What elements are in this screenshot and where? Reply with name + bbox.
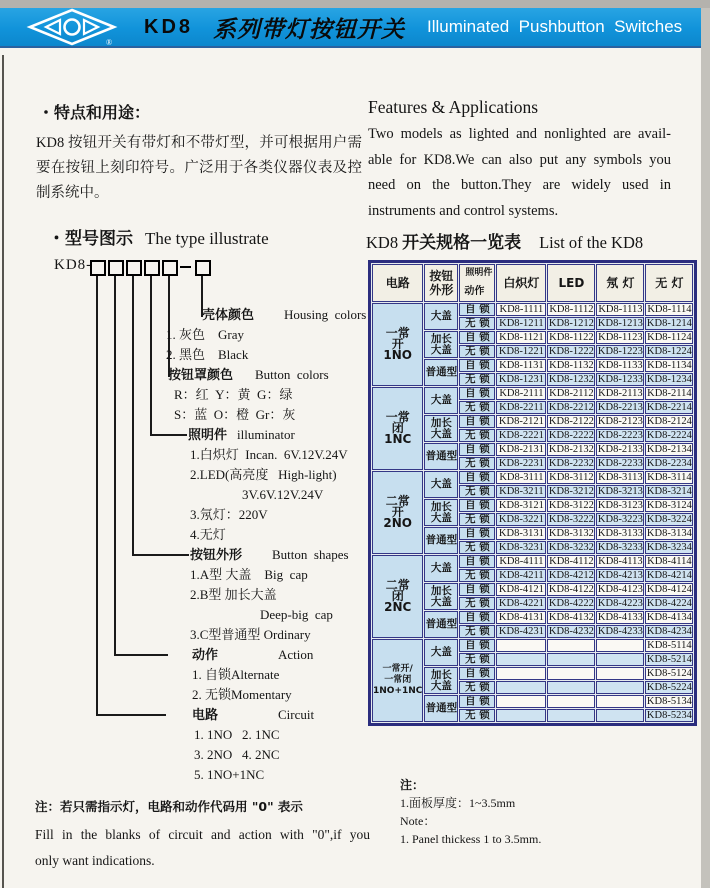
features-en-line: able for KD8.We can also put any symbols you bbox=[368, 151, 671, 168]
button-shape-cell: 普通型 bbox=[424, 611, 458, 638]
model-cell: KD8-4122 bbox=[548, 584, 594, 595]
action-cell: 无 锁 bbox=[459, 653, 495, 666]
features-heading-en: Features & Applications bbox=[368, 97, 539, 117]
connector-elbow bbox=[96, 714, 166, 716]
action-cell: 自 锁 bbox=[459, 471, 495, 484]
model-cell bbox=[596, 709, 644, 722]
table-row bbox=[372, 471, 693, 484]
model-cell: KD8-3111 bbox=[496, 471, 546, 484]
col-header-shape: 按钮 外形 bbox=[424, 264, 458, 302]
legend-item: 4.无灯 bbox=[190, 527, 226, 542]
model-cell: KD8-3122 bbox=[548, 500, 594, 511]
model-cell: KD8-2134 bbox=[646, 444, 692, 455]
connector-line bbox=[96, 276, 98, 716]
features-heading-cn: ・特点和用途： bbox=[38, 103, 151, 122]
model-cell bbox=[547, 667, 595, 680]
model-cell: KD8-4233 bbox=[597, 626, 643, 637]
model-cell bbox=[596, 639, 644, 652]
scan-edge-right bbox=[701, 8, 710, 888]
type-illustrate-heading bbox=[48, 224, 269, 249]
legend-line bbox=[166, 765, 386, 785]
legend-line bbox=[166, 565, 386, 585]
action-cell: 自 锁 bbox=[459, 443, 495, 456]
model-digit-box-5 bbox=[162, 260, 178, 276]
type-code-legend bbox=[166, 305, 386, 785]
model-cell bbox=[496, 695, 546, 708]
action-cell: 自 锁 bbox=[459, 359, 495, 372]
model-cell: KD8-4113 bbox=[598, 556, 643, 567]
model-cell: KD8-4214 bbox=[646, 570, 692, 581]
action-cell: 无 锁 bbox=[459, 317, 495, 330]
spec-table-title bbox=[366, 228, 643, 253]
model-cell: KD8-2124 bbox=[646, 416, 692, 427]
action-cell: 无 锁 bbox=[459, 401, 495, 414]
legend-category-en: illuminator bbox=[237, 427, 295, 442]
legend-category-en: Action bbox=[278, 647, 314, 662]
model-cell bbox=[547, 639, 595, 652]
model-cell: KD8-2232 bbox=[548, 458, 594, 469]
model-cell: KD8-3234 bbox=[646, 542, 692, 553]
model-cell bbox=[596, 667, 644, 680]
model-cell bbox=[596, 653, 644, 666]
model-cell bbox=[496, 667, 546, 680]
legend-line bbox=[166, 365, 386, 385]
model-cell: KD8-4224 bbox=[646, 598, 692, 609]
connector-line bbox=[150, 276, 152, 436]
action-cell: 无 锁 bbox=[459, 597, 495, 610]
legend-category-cn: 电路 bbox=[192, 708, 219, 723]
model-cell bbox=[547, 709, 595, 722]
button-shape-cell: 大盖 bbox=[424, 555, 458, 582]
model-cell: KD8-2213 bbox=[597, 402, 643, 413]
model-cell: KD8-4112 bbox=[549, 556, 594, 567]
legend-line bbox=[166, 745, 386, 765]
diag-action-label: 动作 bbox=[464, 286, 485, 297]
model-cell: KD8-3121 bbox=[496, 499, 546, 512]
action-cell: 自 锁 bbox=[459, 303, 495, 316]
action-cell: 无 锁 bbox=[459, 709, 495, 722]
action-cell: 自 锁 bbox=[459, 331, 495, 344]
model-cell: KD8-3213 bbox=[597, 486, 643, 497]
button-shape-cell: 加长 大盖 bbox=[424, 415, 458, 442]
action-cell: 自 锁 bbox=[459, 611, 495, 624]
model-digit-box-3 bbox=[126, 260, 142, 276]
legend-category-cn: 壳体颜色 bbox=[202, 308, 255, 323]
model-cell: KD8-4131 bbox=[496, 611, 546, 624]
legend-line bbox=[166, 445, 386, 465]
model-cell: KD8-1214 bbox=[646, 318, 692, 329]
table-note-cn-label: 注： bbox=[400, 778, 425, 792]
legend-item: Deep-big cap bbox=[260, 607, 333, 622]
model-cell: KD8-1222 bbox=[548, 346, 594, 357]
page-header-banner bbox=[0, 8, 701, 48]
action-cell: 无 锁 bbox=[459, 513, 495, 526]
legend-item: 1. 1NO 2. 1NC bbox=[194, 727, 280, 742]
model-digit-box-1 bbox=[90, 260, 106, 276]
model-cell: KD8-3221 bbox=[496, 513, 546, 526]
legend-category-en: Button colors bbox=[255, 367, 329, 382]
legend-item: 1. 灰色 Gray bbox=[166, 327, 244, 342]
model-cell bbox=[496, 653, 546, 666]
spec-table-notes bbox=[400, 776, 541, 848]
type-heading-cn: ・型号图示 bbox=[48, 229, 133, 249]
model-cell: KD8-4213 bbox=[597, 570, 643, 581]
button-shape-cell: 加长 大盖 bbox=[424, 667, 458, 694]
spec-title-prefix: KD8 bbox=[366, 233, 399, 252]
model-cell: KD8-1221 bbox=[496, 345, 546, 358]
table-note-en-label: Note： bbox=[400, 814, 436, 828]
legend-item: R：红 Y：黄 G：绿 bbox=[174, 387, 293, 402]
brand-code: KD8 bbox=[144, 15, 194, 38]
features-paragraph-cn bbox=[36, 131, 362, 206]
features-en-line: instruments and control systems. bbox=[368, 202, 559, 219]
legend-item: 2.LED(高亮度 High-light) bbox=[190, 467, 337, 482]
legend-item: 1. 自锁Alternate bbox=[192, 667, 280, 682]
model-cell: KD8-1233 bbox=[597, 374, 643, 385]
model-cell: KD8-5214 bbox=[646, 654, 692, 665]
legend-line bbox=[166, 625, 386, 645]
legend-item: 3.氖灯：220V bbox=[190, 507, 268, 522]
model-cell: KD8-4111 bbox=[496, 555, 546, 568]
legend-line bbox=[166, 645, 386, 665]
action-cell: 自 锁 bbox=[459, 583, 495, 596]
model-cell: KD8-3212 bbox=[548, 486, 594, 497]
header-title-cn: 系列带灯按钮开关 bbox=[213, 16, 406, 43]
model-cell: KD8-1123 bbox=[598, 332, 643, 343]
model-cell: KD8-2211 bbox=[496, 401, 546, 414]
circuit-group-cell: 一常开/ 一常闭 1NO+1NC bbox=[372, 639, 423, 722]
model-cell: KD8-2221 bbox=[496, 429, 546, 442]
legend-category-cn: 按钮外形 bbox=[190, 548, 243, 563]
model-digit-box-4 bbox=[144, 260, 160, 276]
model-cell: KD8-1224 bbox=[646, 346, 692, 357]
model-cell: KD8-2224 bbox=[646, 430, 692, 441]
model-cell: KD8-1132 bbox=[549, 360, 594, 371]
table-note-en-item: 1. Panel thickess 1 to 3.5mm. bbox=[400, 832, 542, 846]
spec-table bbox=[368, 260, 697, 726]
model-cell: KD8-4234 bbox=[646, 626, 692, 637]
legend-line bbox=[166, 325, 386, 345]
table-row bbox=[372, 555, 693, 568]
model-cell: KD8-3131 bbox=[496, 527, 546, 540]
spec-title-en: List of the KD8 bbox=[539, 233, 644, 252]
legend-item: S：蓝 O：橙 Gr：灰 bbox=[174, 407, 296, 422]
model-cell: KD8-1134 bbox=[647, 360, 692, 371]
col-header-lamp: 氖 灯 bbox=[596, 264, 644, 302]
legend-category-cn: 动作 bbox=[192, 648, 219, 663]
action-cell: 无 锁 bbox=[459, 681, 495, 694]
action-cell: 无 锁 bbox=[459, 569, 495, 582]
circuit-group-cell: 一常 开 1NO bbox=[372, 303, 423, 386]
model-cell: KD8-1133 bbox=[598, 360, 643, 371]
model-cell: KD8-2123 bbox=[597, 416, 643, 427]
legend-category-cn: 照明件 bbox=[188, 428, 228, 443]
model-cell: KD8-3214 bbox=[646, 486, 692, 497]
button-shape-cell: 普通型 bbox=[424, 443, 458, 470]
model-cell: KD8-4114 bbox=[647, 556, 692, 567]
model-cell bbox=[496, 709, 546, 722]
action-cell: 自 锁 bbox=[459, 555, 495, 568]
model-cell: KD8-1114 bbox=[647, 304, 692, 315]
action-cell: 自 锁 bbox=[459, 695, 495, 708]
model-cell: KD8-3124 bbox=[646, 500, 692, 511]
model-cell: KD8-3211 bbox=[496, 485, 546, 498]
model-cell: KD8-3224 bbox=[646, 514, 692, 525]
table-row bbox=[372, 303, 693, 316]
legend-line bbox=[166, 405, 386, 425]
model-cell: KD8-3222 bbox=[548, 514, 594, 525]
model-cell: KD8-3114 bbox=[647, 472, 692, 483]
model-cell: KD8-3233 bbox=[597, 542, 643, 553]
model-cell: KD8-3123 bbox=[597, 500, 643, 511]
legend-line bbox=[166, 585, 386, 605]
action-cell: 无 锁 bbox=[459, 485, 495, 498]
model-cell: KD8-2112 bbox=[549, 388, 594, 399]
legend-line bbox=[166, 685, 386, 705]
scan-edge-left bbox=[2, 55, 4, 888]
col-header-circuit: 电路 bbox=[372, 264, 423, 302]
model-cell: KD8-1223 bbox=[597, 346, 643, 357]
table-row bbox=[372, 639, 693, 652]
type-note-en-line: only want indications. bbox=[35, 853, 155, 868]
model-cell: KD8-4121 bbox=[496, 583, 546, 596]
circuit-group-cell: 一常 闭 1NC bbox=[372, 387, 423, 470]
model-cell: KD8-4222 bbox=[548, 598, 594, 609]
connector-line bbox=[114, 276, 116, 656]
legend-line bbox=[166, 525, 386, 545]
features-en-line: Two models as lighted and nonlighted are avail- bbox=[368, 126, 671, 142]
scan-edge-top bbox=[0, 0, 710, 8]
action-cell: 无 锁 bbox=[459, 429, 495, 442]
button-shape-cell: 大盖 bbox=[424, 387, 458, 414]
model-cell: KD8-1231 bbox=[496, 373, 546, 386]
model-cell: KD8-1234 bbox=[646, 374, 692, 385]
legend-item: 1.白炽灯 Incan. 6V.12V.24V bbox=[190, 447, 348, 462]
registered-mark: ® bbox=[106, 38, 113, 46]
legend-line bbox=[166, 305, 386, 325]
model-cell: KD8-2223 bbox=[597, 430, 643, 441]
model-cell: KD8-1121 bbox=[496, 331, 546, 344]
model-cell: KD8-3113 bbox=[598, 472, 643, 483]
legend-line bbox=[166, 345, 386, 365]
legend-line bbox=[166, 485, 386, 505]
model-cell: KD8-3132 bbox=[548, 528, 594, 539]
model-cell bbox=[547, 681, 595, 694]
model-cell: KD8-5124 bbox=[646, 668, 692, 679]
model-cell bbox=[547, 695, 595, 708]
connector-elbow bbox=[114, 654, 168, 656]
spec-header-row bbox=[372, 264, 693, 302]
legend-category-cn: 按钮罩颜色 bbox=[168, 368, 234, 383]
button-shape-cell: 加长 大盖 bbox=[424, 499, 458, 526]
header-title-en: Illuminated Pushbutton Switches bbox=[427, 17, 683, 36]
table-row bbox=[372, 387, 693, 400]
legend-line bbox=[166, 725, 386, 745]
features-cn-line: 制系统中。 bbox=[36, 185, 109, 201]
features-paragraph-en bbox=[368, 122, 671, 224]
action-cell: 自 锁 bbox=[459, 667, 495, 680]
legend-category-en: Housing colors bbox=[284, 307, 367, 322]
type-heading-en: The type illustrate bbox=[145, 229, 269, 248]
legend-line bbox=[166, 665, 386, 685]
features-cn-line: KD8 按钮开关有带灯和不带灯型，并可根据用户需 bbox=[36, 135, 362, 151]
button-shape-cell: 大盖 bbox=[424, 639, 458, 666]
type-note-cn: 注：若只需指示灯，电路和动作代码用 "0" 表示 bbox=[35, 799, 303, 814]
model-digit-box-2 bbox=[108, 260, 124, 276]
model-cell: KD8-2234 bbox=[646, 458, 692, 469]
model-cell: KD8-1124 bbox=[647, 332, 692, 343]
model-cell: KD8-2132 bbox=[548, 444, 594, 455]
model-cell: KD8-1122 bbox=[549, 332, 594, 343]
button-shape-cell: 大盖 bbox=[424, 471, 458, 498]
diag-illuminator-label: 照明件 bbox=[465, 268, 493, 278]
model-cell bbox=[496, 681, 546, 694]
col-header-lamp: 无 灯 bbox=[645, 264, 693, 302]
button-shape-cell: 加长 大盖 bbox=[424, 583, 458, 610]
brand-logo-icon bbox=[26, 8, 118, 46]
model-cell: KD8-2113 bbox=[598, 388, 643, 399]
model-cell: KD8-1212 bbox=[548, 318, 594, 329]
model-cell: KD8-1131 bbox=[496, 359, 546, 372]
model-cell: KD8-1112 bbox=[549, 304, 594, 315]
model-cell: KD8-2233 bbox=[597, 458, 643, 469]
action-cell: 无 锁 bbox=[459, 625, 495, 638]
action-cell: 自 锁 bbox=[459, 387, 495, 400]
model-cell: KD8-2131 bbox=[496, 443, 546, 456]
button-shape-cell: 大盖 bbox=[424, 303, 458, 330]
model-cell: KD8-1211 bbox=[496, 317, 546, 330]
model-code-prefix: KD8- bbox=[54, 257, 93, 273]
spec-title-cn: 开关规格一览表 bbox=[402, 233, 522, 253]
type-note-en-line: Fill in the blanks of circuit and action with "0",if you bbox=[35, 827, 370, 842]
features-cn-line: 要在按钮上刻印符号。广泛用于各类仪器仪表及控 bbox=[36, 160, 362, 176]
legend-line bbox=[166, 425, 386, 445]
model-cell: KD8-5234 bbox=[646, 710, 692, 721]
legend-item: 2. 无锁Momentary bbox=[192, 687, 292, 702]
action-cell: 自 锁 bbox=[459, 639, 495, 652]
connector-line bbox=[132, 276, 134, 556]
type-note-en bbox=[35, 822, 370, 874]
legend-line bbox=[166, 385, 386, 405]
legend-item: 3V.6V.12V.24V bbox=[242, 487, 324, 502]
model-cell: KD8-4223 bbox=[597, 598, 643, 609]
col-header-lamp: 白炽灯 bbox=[496, 264, 546, 302]
legend-item: 2. 黑色 Black bbox=[166, 347, 249, 362]
model-cell: KD8-2231 bbox=[496, 457, 546, 470]
action-cell: 自 锁 bbox=[459, 499, 495, 512]
legend-category-en: Circuit bbox=[278, 707, 315, 722]
model-code-dash bbox=[180, 266, 191, 268]
action-cell: 无 锁 bbox=[459, 457, 495, 470]
col-header-illuminator-action bbox=[459, 264, 495, 302]
legend-item: 3. 2NO 4. 2NC bbox=[194, 747, 280, 762]
col-header-lamp: LED bbox=[547, 264, 595, 302]
model-cell: KD8-4134 bbox=[646, 612, 692, 623]
model-cell bbox=[496, 639, 546, 652]
model-cell: KD8-2111 bbox=[496, 387, 546, 400]
model-cell: KD8-1113 bbox=[598, 304, 643, 315]
model-cell: KD8-2214 bbox=[646, 402, 692, 413]
button-shape-cell: 普通型 bbox=[424, 359, 458, 386]
model-cell: KD8-4232 bbox=[548, 626, 594, 637]
legend-line bbox=[166, 545, 386, 565]
legend-line bbox=[166, 605, 386, 625]
legend-category-en: Button shapes bbox=[272, 547, 349, 562]
legend-line bbox=[166, 705, 386, 725]
model-cell: KD8-4123 bbox=[597, 584, 643, 595]
model-cell: KD8-4231 bbox=[496, 625, 546, 638]
model-cell: KD8-2222 bbox=[548, 430, 594, 441]
action-cell: 自 锁 bbox=[459, 415, 495, 428]
action-cell: 自 锁 bbox=[459, 527, 495, 540]
model-cell: KD8-4212 bbox=[548, 570, 594, 581]
model-cell: KD8-3232 bbox=[548, 542, 594, 553]
action-cell: 无 锁 bbox=[459, 541, 495, 554]
model-cell: KD8-1213 bbox=[597, 318, 643, 329]
model-cell: KD8-4124 bbox=[646, 584, 692, 595]
model-cell: KD8-2133 bbox=[597, 444, 643, 455]
legend-item: 3.C型普通型 Ordinary bbox=[190, 627, 311, 642]
model-cell: KD8-4211 bbox=[496, 569, 546, 582]
legend-line bbox=[166, 505, 386, 525]
action-cell: 无 锁 bbox=[459, 345, 495, 358]
button-shape-cell: 加长 大盖 bbox=[424, 331, 458, 358]
model-cell bbox=[596, 681, 644, 694]
legend-line bbox=[166, 465, 386, 485]
model-cell: KD8-2212 bbox=[548, 402, 594, 413]
model-cell: KD8-4133 bbox=[597, 612, 643, 623]
model-cell: KD8-3223 bbox=[597, 514, 643, 525]
legend-item: 2.B型 加长大盖 bbox=[190, 587, 277, 602]
model-cell: KD8-5114 bbox=[647, 640, 692, 651]
model-cell: KD8-2122 bbox=[548, 416, 594, 427]
model-cell: KD8-1232 bbox=[548, 374, 594, 385]
legend-item: 5. 1NO+1NC bbox=[194, 767, 265, 782]
model-cell: KD8-5134 bbox=[646, 696, 692, 707]
features-en-line: need on the button.They are widely used in bbox=[368, 177, 671, 193]
circuit-group-cell: 二常 闭 2NC bbox=[372, 555, 423, 638]
model-cell: KD8-2121 bbox=[496, 415, 546, 428]
model-cell: KD8-4132 bbox=[548, 612, 594, 623]
model-cell: KD8-3134 bbox=[646, 528, 692, 539]
model-cell: KD8-3112 bbox=[549, 472, 594, 483]
circuit-group-cell: 二常 开 2NO bbox=[372, 471, 423, 554]
legend-item: 1.A型 大盖 Big cap bbox=[190, 567, 308, 582]
button-shape-cell: 普通型 bbox=[424, 695, 458, 722]
button-shape-cell: 普通型 bbox=[424, 527, 458, 554]
model-cell bbox=[596, 695, 644, 708]
model-cell: KD8-1111 bbox=[496, 303, 546, 316]
model-cell: KD8-3133 bbox=[597, 528, 643, 539]
model-cell: KD8-4221 bbox=[496, 597, 546, 610]
model-cell: KD8-2114 bbox=[647, 388, 692, 399]
model-cell: KD8-5224 bbox=[646, 682, 692, 693]
model-cell: KD8-3231 bbox=[496, 541, 546, 554]
model-digit-box-6 bbox=[195, 260, 211, 276]
table-note-cn-item: 1.面板厚度：1~3.5mm bbox=[400, 796, 516, 810]
action-cell: 无 锁 bbox=[459, 373, 495, 386]
model-cell bbox=[547, 653, 595, 666]
